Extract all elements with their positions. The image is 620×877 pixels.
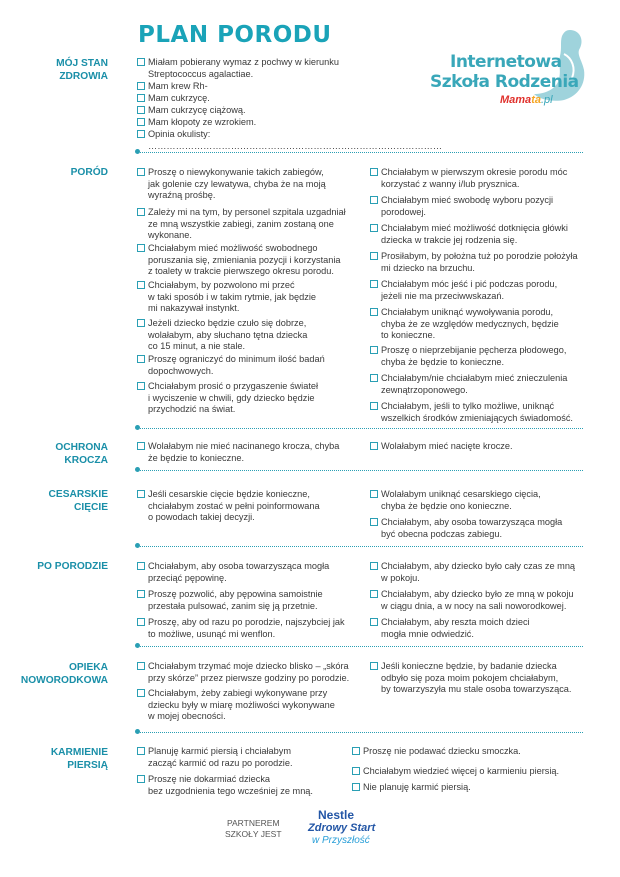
item-text: Chciałabym uniknąć wywoływania porodu, chyba że ze względów medycznych, będzie to konieczne.: [381, 307, 559, 341]
checklist-item[interactable]: [137, 81, 437, 93]
checkbox[interactable]: [370, 662, 378, 670]
checkbox[interactable]: [370, 490, 378, 498]
checklist-item[interactable]: [137, 243, 369, 278]
item-text: Chciałabym, aby osoba towarzysząca mogła być obecna podczas zabiegu.: [381, 517, 563, 539]
checkbox[interactable]: [370, 346, 378, 354]
checklist-item[interactable]: [352, 782, 582, 794]
item-text: Chciałabym mieć swobodę wyboru pozycji porodowej.: [381, 195, 554, 217]
checklist-item[interactable]: [137, 57, 437, 80]
item-text: Wolałabym nie mieć nacinanego krocza, chyba że będzie to konieczne.: [148, 441, 340, 463]
checklist-item[interactable]: [137, 661, 369, 684]
checklist-item[interactable]: [137, 617, 369, 640]
checklist-item[interactable]: [370, 589, 585, 612]
item-text: Mam cukrzycę.: [148, 93, 210, 103]
checkbox[interactable]: [137, 662, 145, 670]
checkbox[interactable]: [137, 618, 145, 626]
section-label: CESARSKIE CIĘCIE: [48, 489, 108, 513]
item-text: Nie planuję karmić piersią.: [363, 782, 471, 792]
logo-line1: Internetowa: [450, 52, 562, 72]
item-text: Proszę ograniczyć do minimum ilość badań dopochwowych.: [148, 354, 325, 376]
checklist-item[interactable]: [352, 746, 582, 758]
checkbox[interactable]: [370, 402, 378, 410]
section-divider: [137, 152, 583, 154]
checkbox[interactable]: [137, 747, 145, 755]
checklist-item[interactable]: [370, 561, 585, 584]
page-title: PLAN PORODU: [138, 22, 332, 48]
divider-dot: [135, 543, 140, 548]
section-divider: [137, 732, 583, 734]
checklist-item[interactable]: [370, 307, 585, 342]
checklist-item[interactable]: [137, 489, 369, 524]
section-divider: [137, 470, 583, 472]
item-text: Chciałabym wiedzieć więcej o karmieniu piersią.: [363, 766, 560, 776]
checkbox[interactable]: [137, 281, 145, 289]
checklist-item[interactable]: [370, 195, 585, 218]
checkbox[interactable]: [137, 355, 145, 363]
checkbox[interactable]: [370, 308, 378, 316]
checkbox[interactable]: [137, 208, 145, 216]
item-text: Proszę o niewykonywanie takich zabiegów, jak golenie czy lewatywa, chyba że na moją wyraźną prośbę.: [148, 167, 326, 201]
checklist-item[interactable]: [137, 318, 369, 353]
checklist-item[interactable]: [137, 207, 369, 242]
checkbox[interactable]: [370, 518, 378, 526]
item-text: Chciałabym, by pozwolono mi przeć w taki sposób i w takim rytmie, jak będzie mi nakazywał instynkt.: [148, 280, 316, 314]
item-text: Proszę o nieprzebijanie pęcherza płodowego, chyba że będzie to konieczne.: [381, 345, 567, 367]
item-text: Chciałabym mieć możliwość swobodnego poruszania się, zmieniania pozycji i korzystania z toalety w trakcie pierwszego okresu porodu.: [148, 243, 341, 277]
checkbox[interactable]: [370, 562, 378, 570]
logo-pl: .pl: [540, 94, 553, 106]
checklist-item[interactable]: [352, 766, 582, 778]
school-logo: [420, 28, 600, 118]
checkbox[interactable]: [137, 490, 145, 498]
checkbox[interactable]: [137, 58, 145, 66]
checkbox[interactable]: [137, 775, 145, 783]
checkbox[interactable]: [370, 618, 378, 626]
item-text: Proszę pozwolić, aby pępowina samoistnie przestała pulsować, zanim się ją przetnie.: [148, 589, 323, 611]
checkbox[interactable]: [137, 106, 145, 114]
item-text: Miałam pobierany wymaz z pochwy w kierunku Streptococcus agalactiae.: [148, 57, 339, 79]
item-text: Wolałabym mieć nacięte krocze.: [381, 441, 513, 451]
item-text: Mam kłopoty ze wzrokiem.: [148, 117, 257, 127]
item-text: Chciałabym, aby dziecko było cały czas ze mną w pokoju.: [381, 561, 576, 583]
item-text: Planuję karmić piersią i chciałabym zacząć karmić od razu po porodzie.: [148, 746, 293, 768]
section-label: PORÓD: [70, 167, 108, 178]
checkbox[interactable]: [137, 94, 145, 102]
checkbox[interactable]: [137, 244, 145, 252]
section-label: PO PORODZIE: [37, 561, 108, 572]
checklist-item[interactable]: [137, 688, 369, 723]
mamatata-logo: [500, 94, 553, 106]
divider-dot: [135, 425, 140, 430]
checklist-item[interactable]: [370, 345, 585, 368]
checklist-item[interactable]: [137, 774, 347, 797]
section-divider: [137, 546, 583, 548]
divider-dot: [135, 729, 140, 734]
item-text: Proszę nie podawać dziecku smoczka.: [363, 746, 521, 756]
checklist-item[interactable]: [137, 117, 437, 129]
checklist-item[interactable]: [370, 517, 585, 540]
divider-dot: [135, 643, 140, 648]
partner-label: PARTNEREM SZKOŁY JEST: [225, 818, 282, 839]
item-text: Chciałabym/nie chciałabym mieć znieczulenia zewnątrzoponowego.: [381, 373, 568, 395]
checkbox[interactable]: [370, 590, 378, 598]
checklist-item[interactable]: [137, 441, 369, 464]
checklist-item[interactable]: [370, 373, 585, 396]
divider-dot: [135, 149, 140, 154]
checklist-item[interactable]: [137, 93, 437, 105]
zdrowy-start-logo: Zdrowy Start: [308, 822, 376, 834]
item-text: Chciałabym móc jeść i pić podczas porodu, jeżeli nie ma przeciwwskazań.: [381, 279, 558, 301]
item-text: Proszę nie dokarmiać dziecka bez uzgodnienia tego wcześniej ze mną.: [148, 774, 313, 796]
section-divider: [137, 646, 583, 648]
checkbox[interactable]: [137, 562, 145, 570]
item-text: Jeśli konieczne będzie, by badanie dziecka odbyło się poza moim pokojem chciałabym, by towarzyszyła mu stale osoba towarzysząca.: [381, 661, 572, 695]
checklist-item[interactable]: [137, 746, 347, 769]
checkbox[interactable]: [137, 82, 145, 90]
nestle-logo: Nestle: [318, 808, 355, 822]
checklist-item[interactable]: [137, 280, 369, 315]
checklist-item[interactable]: [370, 251, 585, 274]
checklist-item[interactable]: [370, 661, 585, 696]
item-text: Zależy mi na tym, by personel szpitala uzgadniał ze mną wszystkie zabiegi, zanim zostaną one wykonane.: [148, 207, 346, 241]
item-text: Jeżeli dziecko będzie czuło się dobrze, wolałabym, aby słuchano tętna dziecka co 15 minut, a nie stale.: [148, 318, 308, 352]
item-text: Wolałabym uniknąć cesarskiego cięcia, chyba że będzie ono konieczne.: [381, 489, 541, 511]
logo-ta: ta: [531, 94, 541, 106]
item-text: Chciałabym w pierwszym okresie porodu móc korzystać z wanny i/lub prysznica.: [381, 167, 568, 189]
checklist-item[interactable]: [137, 105, 437, 117]
item-text: Chciałabym prosić o przygaszenie świateł i wyciszenie w chwili, gdy dziecko będzie przychodzić na świat.: [148, 381, 319, 415]
checkbox[interactable]: [370, 168, 378, 176]
checkbox[interactable]: [137, 168, 145, 176]
section-label: OCHRONA KROCZA: [55, 442, 108, 466]
item-text: Mam cukrzycę ciążową.: [148, 105, 246, 115]
checklist-item[interactable]: [137, 354, 369, 377]
item-text: Proszę, aby od razu po porodzie, najszybciej jak to możliwe, usunąć mi wenflon.: [148, 617, 345, 639]
checklist-item[interactable]: [370, 279, 585, 302]
checkbox[interactable]: [352, 747, 360, 755]
item-text: Mam krew Rh-: [148, 81, 208, 91]
section-divider: [137, 428, 583, 430]
item-text: Chciałabym, aby reszta moich dzieci mogła mnie odwiedzić.: [381, 617, 530, 639]
checkbox[interactable]: [137, 442, 145, 450]
checkbox[interactable]: [137, 118, 145, 126]
item-text: Prosiłabym, by położna tuż po porodzie położyła mi dziecko na brzuchu.: [381, 251, 578, 273]
checkbox[interactable]: [370, 442, 378, 450]
checkbox[interactable]: [137, 130, 145, 138]
checklist-item[interactable]: [370, 223, 585, 246]
przyszlosc-logo: w Przyszłość: [312, 835, 370, 846]
checkbox[interactable]: [137, 319, 145, 327]
checkbox[interactable]: [137, 590, 145, 598]
item-text: Chciałabym mieć możliwość dotknięcia główki dziecka w trakcie jej rodzenia się.: [381, 223, 568, 245]
checklist-item[interactable]: [370, 617, 585, 640]
checklist-item[interactable]: [137, 167, 369, 202]
item-text: Chciałabym, jeśli to tylko możliwe, uniknąć wszelkich środków zmieniających świadomość.: [381, 401, 573, 423]
checkbox[interactable]: [352, 783, 360, 791]
checkbox[interactable]: [137, 382, 145, 390]
item-text: Chciałabym, żeby zabiegi wykonywane przy dziecku były w miarę możliwości wykonywane w mojej obecności.: [148, 688, 335, 722]
checklist-item[interactable]: [370, 489, 585, 512]
logo-mama: Mama: [500, 94, 532, 106]
section-label: OPIEKA NOWORODKOWA: [20, 662, 108, 686]
checklist-item[interactable]: [137, 129, 442, 152]
item-text: Chciałabym, aby osoba towarzysząca mogła przeciąć pępowinę.: [148, 561, 330, 583]
checklist-item[interactable]: [137, 381, 369, 416]
checklist-item[interactable]: [370, 441, 585, 453]
checkbox[interactable]: [370, 196, 378, 204]
checklist-item[interactable]: [370, 167, 585, 190]
item-text: Jeśli cesarskie cięcie będzie konieczne, chciałabym zostać w pełni poinformowana o powodach takiej decyzji.: [148, 489, 320, 523]
logo-line2: Szkoła Rodzenia: [430, 72, 579, 92]
item-text: Opinia okulisty: ……………………………………………………………………………………: [148, 129, 442, 151]
checklist-item[interactable]: [137, 589, 369, 612]
checklist-item[interactable]: [137, 561, 369, 584]
checkbox[interactable]: [352, 767, 360, 775]
section-label: MÓJ STAN ZDROWIA: [56, 58, 108, 82]
checklist-item[interactable]: [370, 401, 585, 424]
checkbox[interactable]: [137, 689, 145, 697]
checkbox[interactable]: [370, 224, 378, 232]
checkbox[interactable]: [370, 374, 378, 382]
item-text: Chciałabym, aby dziecko było ze mną w pokoju w ciągu dnia, a w nocy na sali noworodkowej.: [381, 589, 574, 611]
checkbox[interactable]: [370, 252, 378, 260]
checkbox[interactable]: [370, 280, 378, 288]
section-label: KARMIENIE PIERSIĄ: [50, 747, 108, 771]
item-text: Chciałabym trzymać moje dziecko blisko – „skóra przy skórze” przez pierwsze godziny po porodzie.: [148, 661, 350, 683]
divider-dot: [135, 467, 140, 472]
